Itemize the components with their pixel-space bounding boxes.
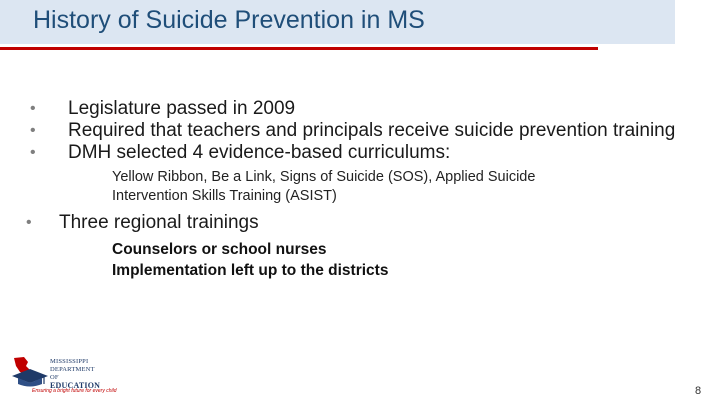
bullet-list <box>26 98 700 281</box>
bullet-text: Three regional trainings <box>59 212 259 233</box>
logo-wordmark: MISSISSIPPI DEPARTMENT OF EDUCATION <box>50 358 101 390</box>
title-underline <box>0 47 598 50</box>
bullet-text: Legislature passed in 2009 <box>68 98 296 119</box>
bullet-item <box>26 212 696 234</box>
slide-title: History of Suicide Prevention in MS <box>33 6 425 34</box>
bullet-dot: • <box>30 122 36 139</box>
sub-bullet-text: Counselors or school nurses <box>112 241 327 258</box>
page-number: 8 <box>695 385 702 397</box>
bullet-text: Required that teachers and principals receive suicide prevention training <box>68 120 676 141</box>
bullet-item <box>30 142 700 164</box>
bullet-item <box>30 98 700 120</box>
bullet-dot: • <box>26 214 32 231</box>
sub-bullet-text: Yellow Ribbon, Be a Link, Signs of Suicide (SOS), Applied Suicide Intervention Skills Training (ASIST) <box>112 169 536 204</box>
graduation-cap-icon <box>10 356 50 388</box>
bullet-item <box>30 120 700 142</box>
bullet-dot: • <box>30 100 36 117</box>
bullet-text: DMH selected 4 evidence-based curriculums: <box>68 142 451 163</box>
bullet-dot: • <box>30 144 36 161</box>
mde-logo <box>10 356 117 400</box>
logo-tagline: Ensuring a bright future for every child <box>32 388 117 394</box>
sub-bullet-text: Implementation left up to the districts <box>112 262 389 279</box>
